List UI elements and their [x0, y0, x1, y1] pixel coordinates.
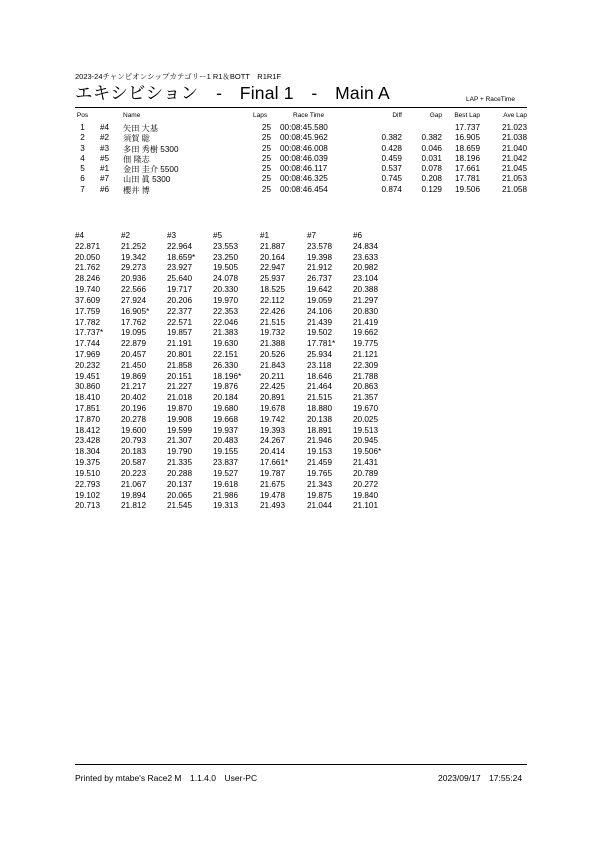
lap-time-cell: 20.184 [213, 393, 239, 403]
lap-time-cell: 19.102 [75, 490, 101, 500]
lap-time-cell: 16.905* [121, 306, 150, 316]
lap-time-cell: 19.875 [307, 490, 333, 500]
gap-column-header: Gap [429, 112, 442, 119]
lap-time-cell: 21.946 [307, 436, 333, 446]
ave-lap-cell: 21.023 [501, 123, 527, 132]
lap-times-header-row [75, 231, 405, 242]
lap-time-cell: 20.025 [353, 414, 379, 424]
lap-time-cell: 21.887 [260, 241, 286, 251]
lap-time-cell: 17.851 [75, 404, 101, 413]
result-row [75, 164, 527, 174]
lap-time-cell: 25.640 [167, 274, 193, 284]
result-row [75, 154, 527, 164]
lap-time-cell: 21.459 [307, 458, 333, 468]
name-column-header: Name [123, 112, 141, 119]
ave-lap-cell: 21.045 [501, 164, 527, 174]
lap-row [75, 339, 405, 350]
lap-time-cell: 21.357 [353, 393, 379, 403]
lap-time-cell: 19.599 [167, 425, 193, 435]
lap-row [75, 318, 405, 329]
lap-time-cell: 21.343 [307, 479, 333, 489]
lap-time-cell: 21.431 [353, 458, 379, 468]
lap-time-cell: 20.196 [121, 404, 147, 413]
lap-column-header: #1 [260, 231, 270, 240]
lap-time-cell: 21.297 [353, 295, 379, 305]
lap-time-cell: 21.383 [213, 328, 239, 338]
lap-column-header: #6 [353, 231, 363, 240]
lap-time-cell: 19.908 [167, 414, 193, 424]
lap-time-cell: 19.662 [353, 328, 379, 338]
driver-name-cell: 須賀 聡 [123, 134, 150, 144]
result-row [75, 144, 527, 154]
lap-time-cell: 20.793 [121, 436, 147, 446]
result-row [75, 133, 527, 143]
lap-time-cell: 20.272 [353, 479, 379, 489]
laps-cell: 25 [261, 174, 271, 184]
lap-time-cell: 19.732 [260, 328, 286, 338]
event-subtitle: 2023-24チャンピオンシップカテゴリー1 R1＆BOTT R1R1F [75, 72, 282, 81]
lap-time-cell: 23.927 [167, 263, 193, 273]
lap-time-cell: 21.252 [121, 241, 147, 251]
lap-row [75, 328, 405, 339]
lap-time-cell: 19.894 [121, 490, 147, 500]
lap-time-cell: 20.151 [167, 371, 193, 381]
lap-time-cell: 20.232 [75, 360, 101, 370]
lap-time-cell: 22.377 [167, 306, 193, 316]
best-lap-cell: 17.737 [454, 123, 480, 132]
ave-lap-column-header: Ave Lap [503, 112, 527, 119]
lap-time-cell: 19.375 [75, 458, 101, 468]
lap-row [75, 480, 405, 491]
position-cell: 7 [80, 184, 85, 194]
lap-time-cell: 17.762 [121, 317, 147, 327]
lap-time-cell: 20.713 [75, 501, 101, 511]
lap-column-header: #3 [167, 231, 177, 240]
lap-time-cell: 21.450 [121, 360, 147, 370]
header-divider [75, 107, 527, 108]
lap-time-cell: 19.527 [213, 468, 239, 478]
lap-time-cell: 20.982 [353, 263, 379, 273]
lap-time-cell: 20.457 [121, 349, 147, 359]
driver-name-cell: 金田 圭介 5500 [123, 165, 179, 175]
lap-time-cell: 17.759 [75, 306, 101, 316]
position-cell: 4 [80, 153, 85, 163]
lap-column-header: #2 [121, 231, 131, 240]
lap-time-cell: 19.451 [75, 371, 101, 381]
best-lap-cell: 16.905 [454, 133, 480, 143]
lap-time-cell: 20.137 [167, 479, 193, 489]
lap-time-cell: 25.934 [307, 349, 333, 359]
race-time-cell: 00:08:46.325 [280, 174, 328, 184]
lap-time-cell: 19.740 [75, 285, 101, 295]
lap-time-cell: 21.762 [75, 263, 101, 273]
lap-time-cell: 20.164 [260, 252, 286, 262]
lap-time-cell: 19.775 [353, 339, 379, 349]
lap-time-cell: 27.924 [121, 295, 147, 305]
lap-time-cell: 22.571 [167, 317, 193, 327]
lap-time-cell: 20.223 [121, 468, 147, 478]
lap-column-header: #4 [75, 231, 85, 240]
lap-column-header: #7 [307, 231, 317, 240]
lap-time-cell: 17.782 [75, 317, 101, 327]
diff-cell: 0.745 [381, 174, 402, 184]
laps-cell: 25 [261, 184, 271, 194]
lap-time-cell: 20.945 [353, 436, 379, 446]
car-number-cell: #2 [100, 133, 110, 143]
lap-row [75, 447, 405, 458]
position-cell: 1 [80, 123, 85, 132]
lap-time-cell: 18.525 [260, 285, 286, 295]
driver-name-cell: 佃 隆志 [123, 154, 150, 164]
lap-time-cell: 22.793 [75, 479, 101, 489]
footer-divider [75, 764, 527, 765]
lap-time-cell: 21.191 [167, 339, 193, 349]
lap-time-cell: 19.630 [213, 339, 239, 349]
lap-time-cell: 20.050 [75, 252, 101, 262]
lap-time-cell: 21.018 [167, 393, 193, 403]
lap-time-cell: 21.439 [307, 317, 333, 327]
lap-time-cell: 20.206 [167, 295, 193, 305]
lap-time-cell: 19.478 [260, 490, 286, 500]
lap-row [75, 491, 405, 502]
lap-time-cell: 30.860 [75, 382, 101, 392]
lap-time-cell: 19.876 [213, 382, 239, 392]
lap-time-cell: 21.986 [213, 490, 239, 500]
lap-row [75, 415, 405, 426]
lap-time-cell: 19.869 [121, 371, 147, 381]
lap-time-cell: 20.863 [353, 382, 379, 392]
best-lap-cell: 17.661 [454, 164, 480, 174]
lap-time-cell: 20.414 [260, 447, 286, 457]
gap-cell: 0.031 [421, 153, 442, 163]
car-number-cell: #1 [100, 164, 110, 174]
lap-time-cell: 19.313 [213, 501, 239, 511]
lap-time-cell: 21.788 [353, 371, 379, 381]
lap-time-cell: 18.304 [75, 447, 101, 457]
lap-row [75, 372, 405, 383]
laps-column-header: Laps [253, 112, 268, 119]
lap-time-cell: 20.483 [213, 436, 239, 446]
lap-time-cell: 26.330 [213, 360, 239, 370]
lap-time-cell: 21.227 [167, 382, 193, 392]
lap-time-cell: 23.578 [307, 241, 333, 251]
lap-time-cell: 18.646 [307, 371, 333, 381]
lap-time-cell: 21.812 [121, 501, 147, 511]
lap-time-cell: 25.937 [260, 274, 286, 284]
lap-time-cell: 18.412 [75, 425, 101, 435]
lap-time-cell: 22.151 [213, 349, 239, 359]
gap-cell: 0.382 [421, 133, 442, 143]
lap-row [75, 242, 405, 253]
lap-time-cell: 22.871 [75, 241, 101, 251]
lap-time-cell: 19.790 [167, 447, 193, 457]
car-number-cell: #4 [100, 123, 110, 132]
lap-time-cell: 22.879 [121, 339, 147, 349]
race-time-cell: 00:08:46.008 [280, 143, 328, 153]
lap-time-cell: 19.618 [213, 479, 239, 489]
lap-row [75, 296, 405, 307]
lap-time-cell: 19.502 [307, 328, 333, 338]
lap-time-cell: 23.428 [75, 436, 101, 446]
race-time-cell: 00:08:46.117 [280, 164, 328, 174]
lap-time-cell: 18.880 [307, 404, 333, 413]
car-number-cell: #5 [100, 153, 110, 163]
report-mode-label: LAP + RaceTime [466, 96, 515, 103]
lap-time-cell: 19.787 [260, 468, 286, 478]
lap-time-cell: 18.659* [167, 252, 196, 262]
lap-row [75, 426, 405, 437]
best-lap-cell: 18.659 [454, 143, 480, 153]
lap-time-cell: 20.830 [353, 306, 379, 316]
lap-time-cell: 22.964 [167, 241, 193, 251]
best-lap-cell: 18.196 [454, 153, 480, 163]
lap-time-cell: 19.153 [307, 447, 333, 457]
lap-time-cell: 21.912 [307, 263, 333, 273]
results-table [75, 112, 527, 195]
lap-row [75, 458, 405, 469]
lap-time-cell: 20.065 [167, 490, 193, 500]
lap-time-cell: 19.742 [260, 414, 286, 424]
lap-time-cell: 21.388 [260, 339, 286, 349]
diff-cell: 0.537 [381, 164, 402, 174]
lap-row [75, 382, 405, 393]
lap-time-cell: 19.398 [307, 252, 333, 262]
lap-time-cell: 24.106 [307, 306, 333, 316]
diff-column-header: Diff [392, 112, 402, 119]
lap-time-cell: 24.834 [353, 241, 379, 251]
lap-row [75, 436, 405, 447]
race-time-cell: 00:08:46.454 [280, 184, 328, 194]
lap-time-cell: 19.670 [353, 404, 379, 413]
laps-cell: 25 [261, 153, 271, 163]
laps-cell: 25 [261, 123, 271, 132]
position-cell: 5 [80, 164, 85, 174]
lap-time-cell: 23.118 [307, 360, 332, 370]
best-lap-cell: 17.781 [454, 174, 480, 184]
lap-time-cell: 21.858 [167, 360, 193, 370]
race-time-column-header: Race Time [293, 112, 325, 119]
lap-time-cell: 29.273 [121, 263, 147, 273]
lap-times-body [75, 242, 405, 512]
lap-time-cell: 23.837 [213, 458, 239, 468]
lap-time-cell: 22.112 [260, 295, 285, 305]
results-body [75, 123, 527, 195]
lap-time-cell: 20.330 [213, 285, 239, 295]
lap-time-cell: 17.737* [75, 328, 104, 338]
race-time-cell: 00:08:45.580 [280, 123, 328, 132]
lap-time-cell: 19.513 [353, 425, 379, 435]
gap-cell: 0.208 [421, 174, 442, 184]
lap-time-cell: 20.936 [121, 274, 147, 284]
lap-time-cell: 19.765 [307, 468, 333, 478]
lap-time-cell: 21.121 [353, 349, 379, 359]
ave-lap-cell: 21.040 [501, 143, 527, 153]
diff-cell: 0.382 [381, 133, 402, 143]
lap-time-cell: 19.505 [213, 263, 239, 273]
lap-time-cell: 21.335 [167, 458, 193, 468]
lap-time-cell: 23.633 [353, 252, 379, 262]
lap-time-cell: 17.661* [260, 458, 289, 468]
lap-time-cell: 24.267 [260, 436, 286, 446]
gap-cell: 0.046 [421, 143, 442, 153]
lap-time-cell: 19.668 [213, 414, 239, 424]
lap-time-cell: 22.566 [121, 285, 147, 295]
laps-cell: 25 [261, 143, 271, 153]
lap-time-cell: 37.609 [75, 295, 101, 305]
pos-column-header: Pos [76, 112, 89, 119]
lap-time-cell: 20.402 [121, 393, 147, 403]
lap-time-cell: 21.067 [121, 479, 147, 489]
lap-time-cell: 20.526 [260, 349, 286, 359]
lap-time-cell: 23.250 [213, 252, 239, 262]
lap-time-cell: 19.680 [213, 404, 239, 413]
lap-row [75, 263, 405, 274]
driver-name-cell: 櫻井 博 [123, 185, 150, 195]
gap-cell: 0.078 [421, 164, 442, 174]
lap-row [75, 361, 405, 372]
lap-time-cell: 21.493 [260, 501, 286, 511]
printed-by-text: Printed by mtabe's Race2 M 1.1.4.0 User-PC [75, 773, 258, 783]
lap-time-cell: 20.891 [260, 393, 286, 403]
page-title: エキシビション - Final 1 - Main A [75, 83, 390, 103]
lap-time-cell: 22.425 [260, 382, 286, 392]
lap-time-cell: 20.801 [167, 349, 193, 359]
laps-cell: 25 [261, 164, 271, 174]
position-cell: 2 [80, 133, 85, 143]
lap-time-cell: 19.840 [353, 490, 379, 500]
lap-time-cell: 24.078 [213, 274, 239, 284]
driver-name-cell: 山田 眞 5300 [123, 175, 171, 185]
lap-row [75, 307, 405, 318]
result-row [75, 174, 527, 184]
lap-time-cell: 20.587 [121, 458, 147, 468]
ave-lap-cell: 21.053 [501, 174, 527, 184]
lap-time-cell: 17.969 [75, 349, 101, 359]
lap-time-cell: 21.101 [353, 501, 379, 511]
best-lap-cell: 19.506 [454, 184, 480, 194]
print-timestamp: 2023/09/17 17:55:24 [438, 773, 523, 783]
result-row [75, 185, 527, 195]
lap-time-cell: 21.515 [260, 317, 286, 327]
lap-row [75, 350, 405, 361]
lap-time-cell: 18.410 [75, 393, 101, 403]
race-time-cell: 00:08:46.039 [280, 153, 328, 163]
lap-row [75, 253, 405, 264]
lap-time-cell: 19.342 [121, 252, 147, 262]
ave-lap-cell: 21.038 [501, 133, 527, 143]
lap-time-cell: 17.744 [75, 339, 101, 349]
lap-row [75, 285, 405, 296]
lap-time-cell: 20.388 [353, 285, 379, 295]
lap-row [75, 501, 405, 512]
lap-time-cell: 21.419 [353, 317, 379, 327]
ave-lap-cell: 21.058 [501, 184, 527, 194]
lap-time-cell: 28.246 [75, 274, 101, 284]
lap-time-cell: 19.095 [121, 328, 147, 338]
lap-time-cell: 19.393 [260, 425, 286, 435]
lap-time-cell: 22.947 [260, 263, 286, 273]
lap-time-cell: 20.211 [260, 371, 285, 381]
lap-time-cell: 20.183 [121, 447, 147, 457]
lap-time-cell: 19.506* [353, 447, 382, 457]
driver-name-cell: 多田 秀樹 5300 [123, 144, 179, 154]
lap-time-cell: 21.044 [307, 501, 333, 511]
lap-time-cell: 20.138 [307, 414, 333, 424]
lap-time-cell: 21.217 [121, 382, 147, 392]
lap-row [75, 393, 405, 404]
lap-time-cell: 19.870 [167, 404, 193, 413]
lap-time-cell: 22.426 [260, 306, 286, 316]
lap-time-cell: 17.870 [75, 414, 101, 424]
ave-lap-cell: 21.042 [501, 153, 527, 163]
lap-time-cell: 23.104 [353, 274, 379, 284]
car-number-cell: #3 [100, 143, 110, 153]
lap-time-cell: 22.046 [213, 317, 239, 327]
lap-time-cell: 19.155 [213, 447, 239, 457]
lap-time-cell: 19.717 [167, 285, 193, 295]
lap-time-cell: 19.970 [213, 295, 239, 305]
lap-time-cell: 22.353 [213, 306, 239, 316]
lap-column-header: #5 [213, 231, 223, 240]
lap-time-cell: 23.553 [213, 241, 239, 251]
lap-times-table [75, 231, 405, 512]
diff-cell: 0.459 [381, 153, 402, 163]
lap-time-cell: 21.843 [260, 360, 286, 370]
lap-time-cell: 21.307 [167, 436, 193, 446]
lap-time-cell: 19.937 [213, 425, 239, 435]
lap-time-cell: 20.278 [121, 414, 147, 424]
driver-name-cell: 矢田 大基 [123, 124, 159, 133]
position-cell: 3 [80, 143, 85, 153]
lap-time-cell: 21.675 [260, 479, 286, 489]
lap-time-cell: 19.510 [75, 468, 101, 478]
best-lap-column-header: Best Lap [454, 112, 480, 119]
lap-time-cell: 21.515 [307, 393, 333, 403]
lap-row [75, 404, 405, 415]
lap-time-cell: 19.678 [260, 404, 286, 413]
lap-time-cell: 19.600 [121, 425, 147, 435]
results-header-row [75, 112, 527, 123]
car-number-cell: #6 [100, 184, 110, 194]
lap-time-cell: 18.196* [213, 371, 242, 381]
lap-time-cell: 19.642 [307, 285, 333, 295]
lap-time-cell: 19.857 [167, 328, 193, 338]
diff-cell: 0.874 [381, 184, 402, 194]
gap-cell: 0.129 [421, 184, 442, 194]
position-cell: 6 [80, 174, 85, 184]
lap-time-cell: 20.288 [167, 468, 193, 478]
lap-time-cell: 22.309 [353, 360, 379, 370]
result-row [75, 123, 527, 133]
car-number-cell: #7 [100, 174, 110, 184]
lap-row [75, 274, 405, 285]
lap-time-cell: 19.059 [307, 295, 333, 305]
race-time-cell: 00:08:45.962 [280, 133, 328, 143]
lap-time-cell: 20.789 [353, 468, 379, 478]
laps-cell: 25 [261, 133, 271, 143]
lap-time-cell: 21.545 [167, 501, 193, 511]
lap-time-cell: 21.464 [307, 382, 333, 392]
lap-row [75, 469, 405, 480]
lap-time-cell: 17.781* [307, 339, 336, 349]
lap-time-cell: 18.891 [307, 425, 333, 435]
diff-cell: 0.428 [381, 143, 402, 153]
lap-time-cell: 26.737 [307, 274, 333, 284]
